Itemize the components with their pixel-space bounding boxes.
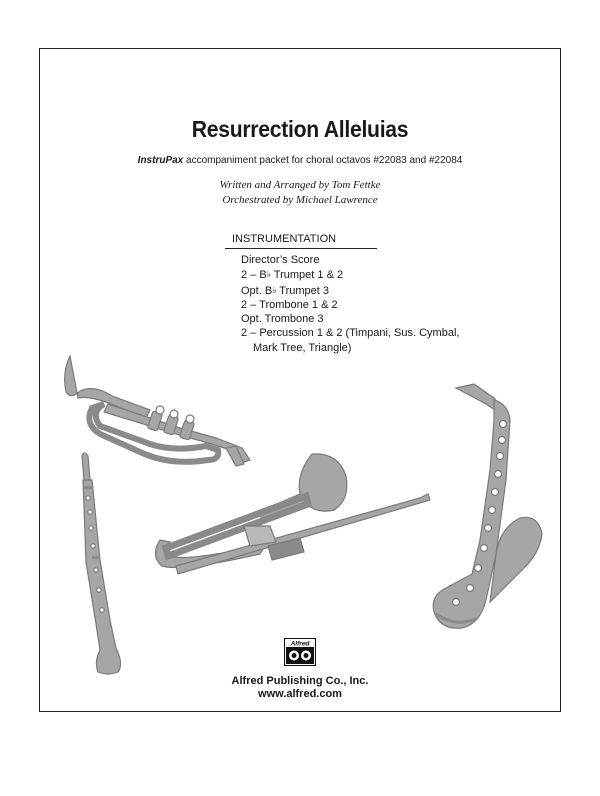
subtitle-brand: InstruPax — [137, 155, 184, 166]
instrumentation-item: Opt. Trombone 3 — [241, 313, 324, 326]
instrumentation-item: 2 – Trombone 1 & 2 — [241, 298, 338, 311]
subtitle-text: accompaniment packet for choral octavos #22083 and #22084 — [183, 155, 463, 166]
instrumentation-item: Mark Tree, Triangle) — [253, 341, 352, 354]
page-title: Resurrection Alleluias — [191, 116, 409, 142]
publisher-block — [0, 675, 600, 701]
instrumentation-item: Opt. B♭ Trumpet 3 — [241, 284, 330, 297]
instrumentation-item: 2 – Percussion 1 & 2 (Timpani, Sus. Cymbal, — [241, 327, 460, 340]
instrumentation-item: Director’s Score — [241, 254, 320, 266]
alfred-logo-icon — [284, 638, 316, 666]
credit-writer: Written and Arranged by Tom Fettke — [219, 179, 381, 191]
credit-orchestrator: Orchestrated by Michael Lawrence — [222, 194, 378, 206]
flat-symbol: ♭ — [266, 269, 271, 280]
trombone-icon — [155, 454, 430, 574]
publisher-name: Alfred Publishing Co., Inc. — [231, 675, 369, 687]
publisher-url[interactable]: www.alfred.com — [258, 688, 342, 700]
saxophone-icon — [433, 384, 542, 628]
trumpet-icon — [65, 356, 250, 466]
instrumentation-item: 2 – B♭ Trumpet 1 & 2 — [241, 269, 344, 282]
instrumentation-heading: INSTRUMENTATION — [225, 233, 377, 249]
flat-symbol: ♭ — [272, 284, 277, 295]
logo-text: Alfred — [290, 640, 310, 648]
clarinet-icon — [82, 453, 121, 674]
